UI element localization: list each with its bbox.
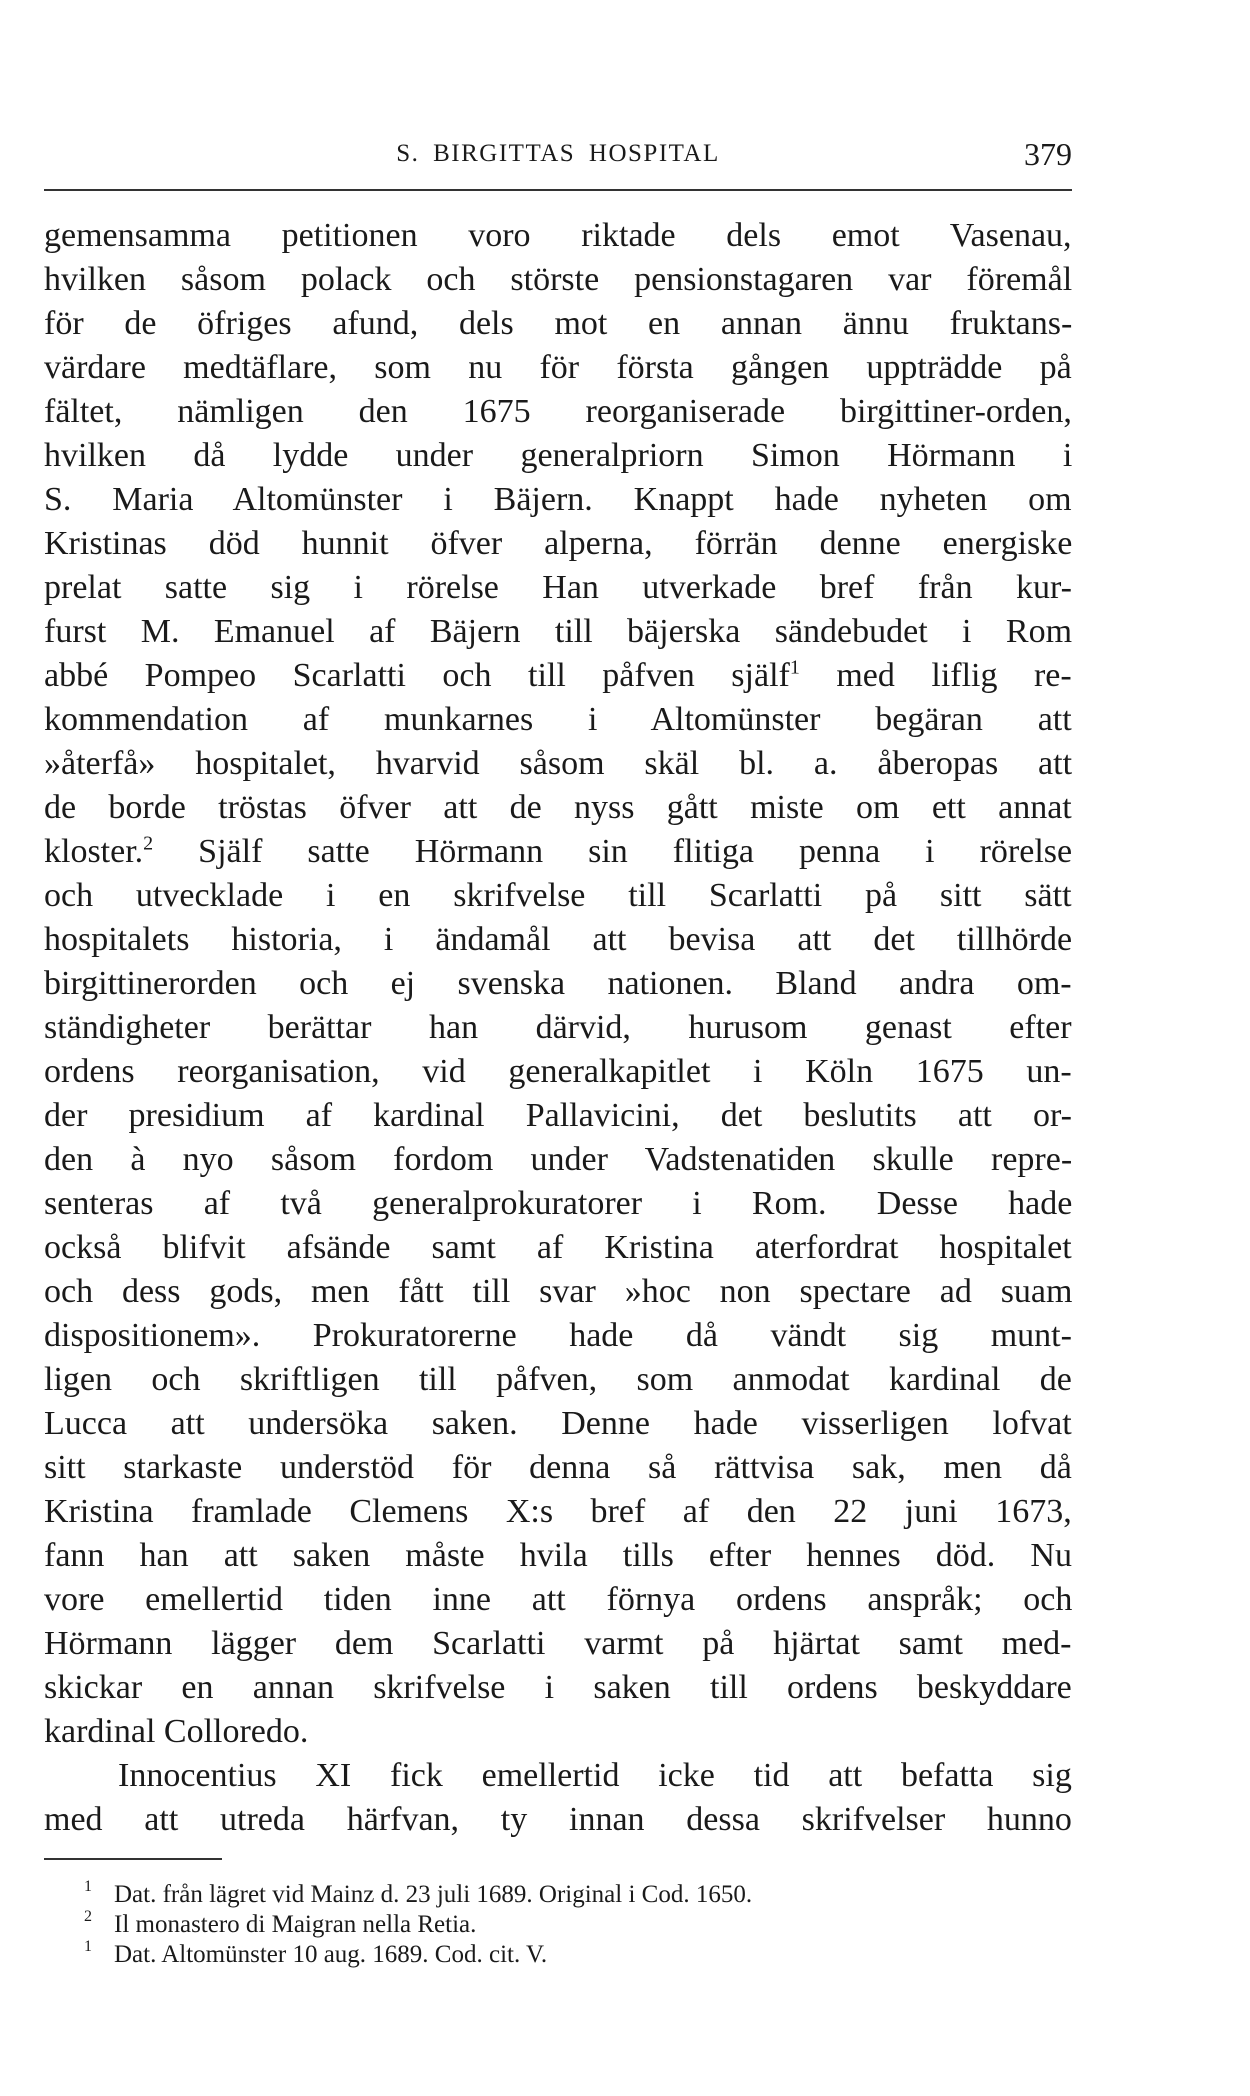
text-line: hospitalets historia, i ändamål att bevisa att det tillhörde xyxy=(44,921,1073,958)
text-line xyxy=(44,830,1072,874)
text-line: hvilken såsom polack och störste pensionstagaren var föremål xyxy=(44,261,1073,298)
text-line: skickar en annan skrifvelse i saken till ordens beskyddare xyxy=(44,1669,1072,1706)
text-line: gemensamma petitionen voro riktade dels emot Vasenau, xyxy=(44,217,1072,254)
text-line: dispositionem». Prokuratorerne hade då vändt sig munt- xyxy=(44,1317,1072,1354)
footnote-marker: 1 xyxy=(84,1878,92,1895)
footnote-ref: 2 xyxy=(143,832,154,855)
text-line: och dess gods, men fått till svar »hoc non spectare ad suam xyxy=(44,1273,1073,1310)
text-line: birgittinerorden och ej svenska nationen. Bland andra om- xyxy=(44,965,1072,1002)
text-line: och utvecklade i en skrifvelse till Scarlatti på sitt sätt xyxy=(44,877,1072,914)
text-line: ordens reorganisation, vid generalkapitlet i Köln 1675 un- xyxy=(44,1053,1072,1090)
text-line: der presidium af kardinal Pallavicini, det beslutits att or- xyxy=(44,1097,1072,1134)
paragraph-start-line: Innocentius XI fick emellertid icke tid att befatta sig xyxy=(118,1757,1072,1794)
text-line: med att utreda härfvan, ty innan dessa skrifvelser hunno xyxy=(44,1801,1072,1838)
text-line: ligen och skriftligen till påfven, som anmodat kardinal de xyxy=(44,1361,1072,1398)
header-rule xyxy=(44,189,1072,191)
footnote xyxy=(84,1908,1074,1940)
text-line: Kristinas död hunnit öfver alperna, förrän denne energiske xyxy=(44,525,1073,562)
text-line: S. Maria Altomünster i Bäjern. Knappt hade nyheten om xyxy=(44,481,1072,518)
footnote xyxy=(84,1878,1074,1910)
text-line: furst M. Emanuel af Bäjern till bäjerska sändebudet i Rom xyxy=(44,613,1073,650)
text-line: hvilken då lydde under generalpriorn Simon Hörmann i xyxy=(44,437,1073,474)
footnote-rule xyxy=(44,1858,222,1860)
footnote-ref: 1 xyxy=(789,656,800,679)
text-line: ständigheter berättar han därvid, hurusom genast efter xyxy=(44,1009,1072,1046)
footnotes xyxy=(84,1878,1074,1970)
footnote-text: Il monastero di Maigran nella Retia. xyxy=(114,1911,477,1938)
text-segment: kloster. xyxy=(44,833,144,870)
text-line: prelat satte sig i rörelse Han utverkade bref från kur- xyxy=(44,569,1072,606)
text-line: »återfå» hospitalet, hvarvid såsom skäl bl. a. åberopas att xyxy=(44,745,1073,782)
footnote-marker: 2 xyxy=(84,1908,92,1925)
text-line: kommendation af munkarnes i Altomünster begäran att xyxy=(44,701,1072,738)
text-line: värdare medtäflare, som nu för första gången uppträdde på xyxy=(44,349,1072,386)
footnote-marker: 1 xyxy=(84,1938,92,1955)
text-line: också blifvit afsände samt af Kristina aterfordrat hospitalet xyxy=(44,1229,1072,1266)
text-line: Kristina framlade Clemens X:s bref af den 22 juni 1673, xyxy=(44,1493,1072,1530)
footnote-text: Dat. Altomünster 10 aug. 1689. Cod. cit. V. xyxy=(114,1941,548,1968)
text-line: Hörmann lägger dem Scarlatti varmt på hjärtat samt med- xyxy=(44,1625,1072,1662)
page-header xyxy=(44,136,1072,180)
running-title: S. BIRGITTAS HOSPITAL xyxy=(396,140,720,167)
text-line: senteras af två generalprokuratorer i Rom. Desse hade xyxy=(44,1185,1073,1222)
footnote xyxy=(84,1938,1074,1970)
text-segment: Själf satte Hörmann sin flitiga penna i rörelse xyxy=(153,833,1073,870)
text-line: de borde tröstas öfver att de nyss gått miste om ett annat xyxy=(44,789,1072,826)
text-line: för de öfriges afund, dels mot en annan ännu fruktans- xyxy=(44,305,1073,342)
text-line: sitt starkaste understöd för denna så rättvisa sak, men då xyxy=(44,1449,1072,1486)
body-text xyxy=(44,214,1072,1842)
text-line: kardinal Colloredo. xyxy=(44,1713,309,1750)
text-line: vore emellertid tiden inne att förnya ordens anspråk; och xyxy=(44,1581,1073,1618)
page-number: 379 xyxy=(1024,136,1072,172)
text-line: fann han att saken måste hvila tills efter hennes död. Nu xyxy=(44,1537,1072,1574)
text-line: fältet, nämligen den 1675 reorganiserade birgittiner-orden, xyxy=(44,393,1072,430)
text-segment: med liflig re- xyxy=(799,657,1072,694)
text-line: den à nyo såsom fordom under Vadstenatiden skulle repre- xyxy=(44,1141,1073,1178)
text-line: Lucca att undersöka saken. Denne hade visserligen lofvat xyxy=(44,1405,1072,1442)
text-segment: abbé Pompeo Scarlatti och till påfven själf xyxy=(44,657,790,694)
text-line xyxy=(44,654,1072,698)
footnote-text: Dat. från lägret vid Mainz d. 23 juli 1689. Original i Cod. 1650. xyxy=(114,1881,753,1908)
